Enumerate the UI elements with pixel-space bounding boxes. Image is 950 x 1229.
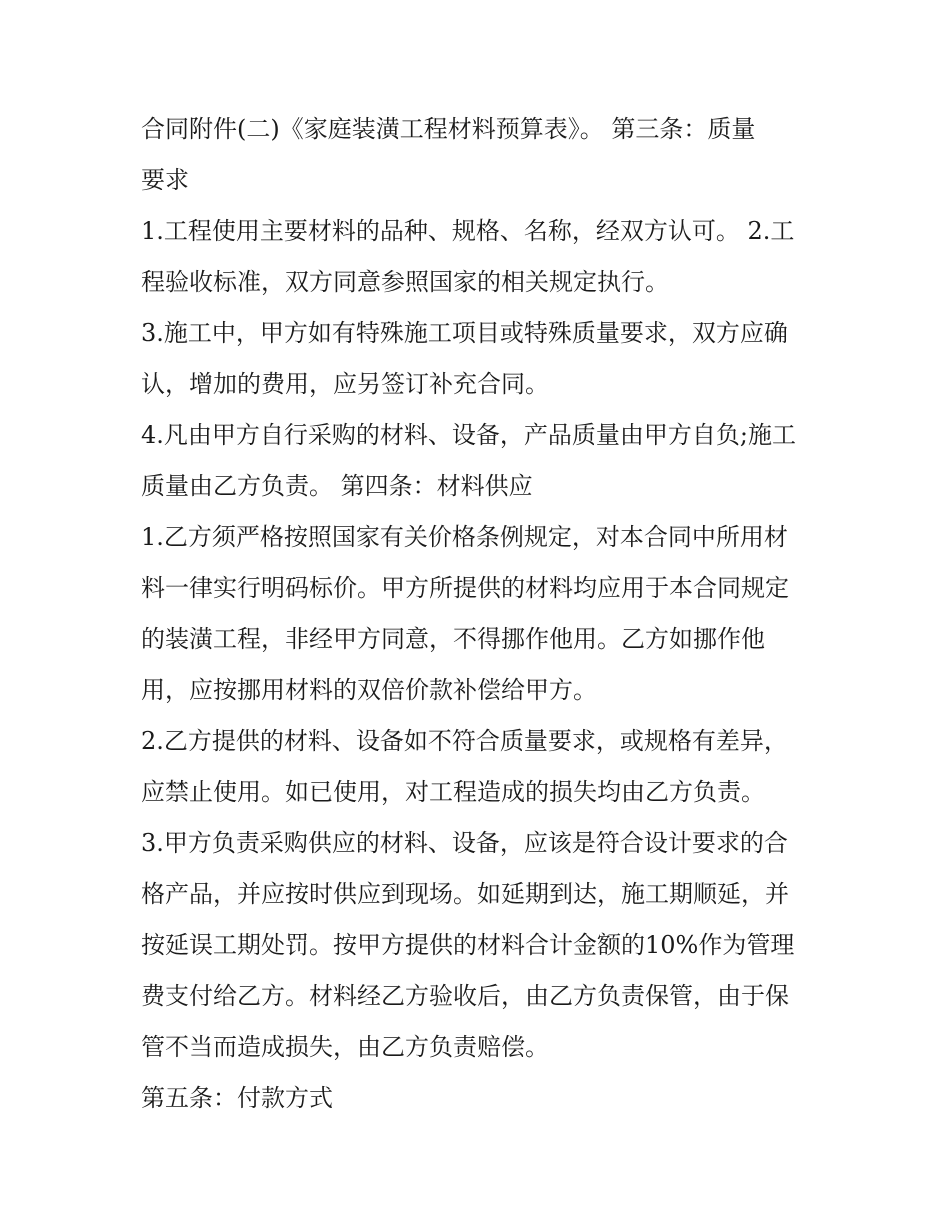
text-line: 4.凡由甲方自行采购的材料、设备，产品质量由甲方自负;施工 (141, 421, 796, 449)
text-line: 费支付给乙方。材料经乙方验收后，由乙方负责保管，由于保 (141, 982, 789, 1010)
text-line: 程验收标准，双方同意参照国家的相关规定执行。 (141, 268, 669, 296)
text-line: 用，应按挪用材料的双倍价款补偿给甲方。 (141, 676, 597, 704)
text-line: 1.乙方须严格按照国家有关价格条例规定，对本合同中所用材 (141, 523, 788, 551)
text-line: 认，增加的费用，应另签订补充合同。 (141, 370, 549, 398)
text-line: 2.乙方提供的材料、设备如不符合质量要求，或规格有差异， (141, 727, 788, 755)
text-line: 质量由乙方负责。 第四条：材料供应 (141, 472, 533, 500)
text-line: 按延误工期处罚。按甲方提供的材料合计金额的10%作为管理 (141, 931, 795, 959)
text-line: 3.施工中，甲方如有特殊施工项目或特殊质量要求，双方应确 (141, 319, 788, 347)
text-line: 应禁止使用。如已使用，对工程造成的损失均由乙方负责。 (141, 778, 765, 806)
text-line: 料一律实行明码标价。甲方所提供的材料均应用于本合同规定 (141, 574, 789, 602)
section-heading: 第五条：付款方式 (141, 1084, 333, 1112)
text-line: 3.甲方负责采购供应的材料、设备，应该是符合设计要求的合 (141, 829, 788, 857)
document-body (141, 104, 811, 1124)
text-line: 格产品，并应按时供应到现场。如延期到达，施工期顺延，并 (141, 880, 789, 908)
text-line: 要求 (141, 166, 189, 194)
text-line: 1.工程使用主要材料的品种、规格、名称，经双方认可。 2.工 (141, 217, 795, 245)
text-line: 管不当而造成损失，由乙方负责赔偿。 (141, 1033, 549, 1061)
text-line: 的装潢工程，非经甲方同意，不得挪作他用。乙方如挪作他 (141, 625, 765, 653)
text-line: 合同附件(二)《家庭装潢工程材料预算表》。 第三条：质量 (141, 115, 756, 143)
